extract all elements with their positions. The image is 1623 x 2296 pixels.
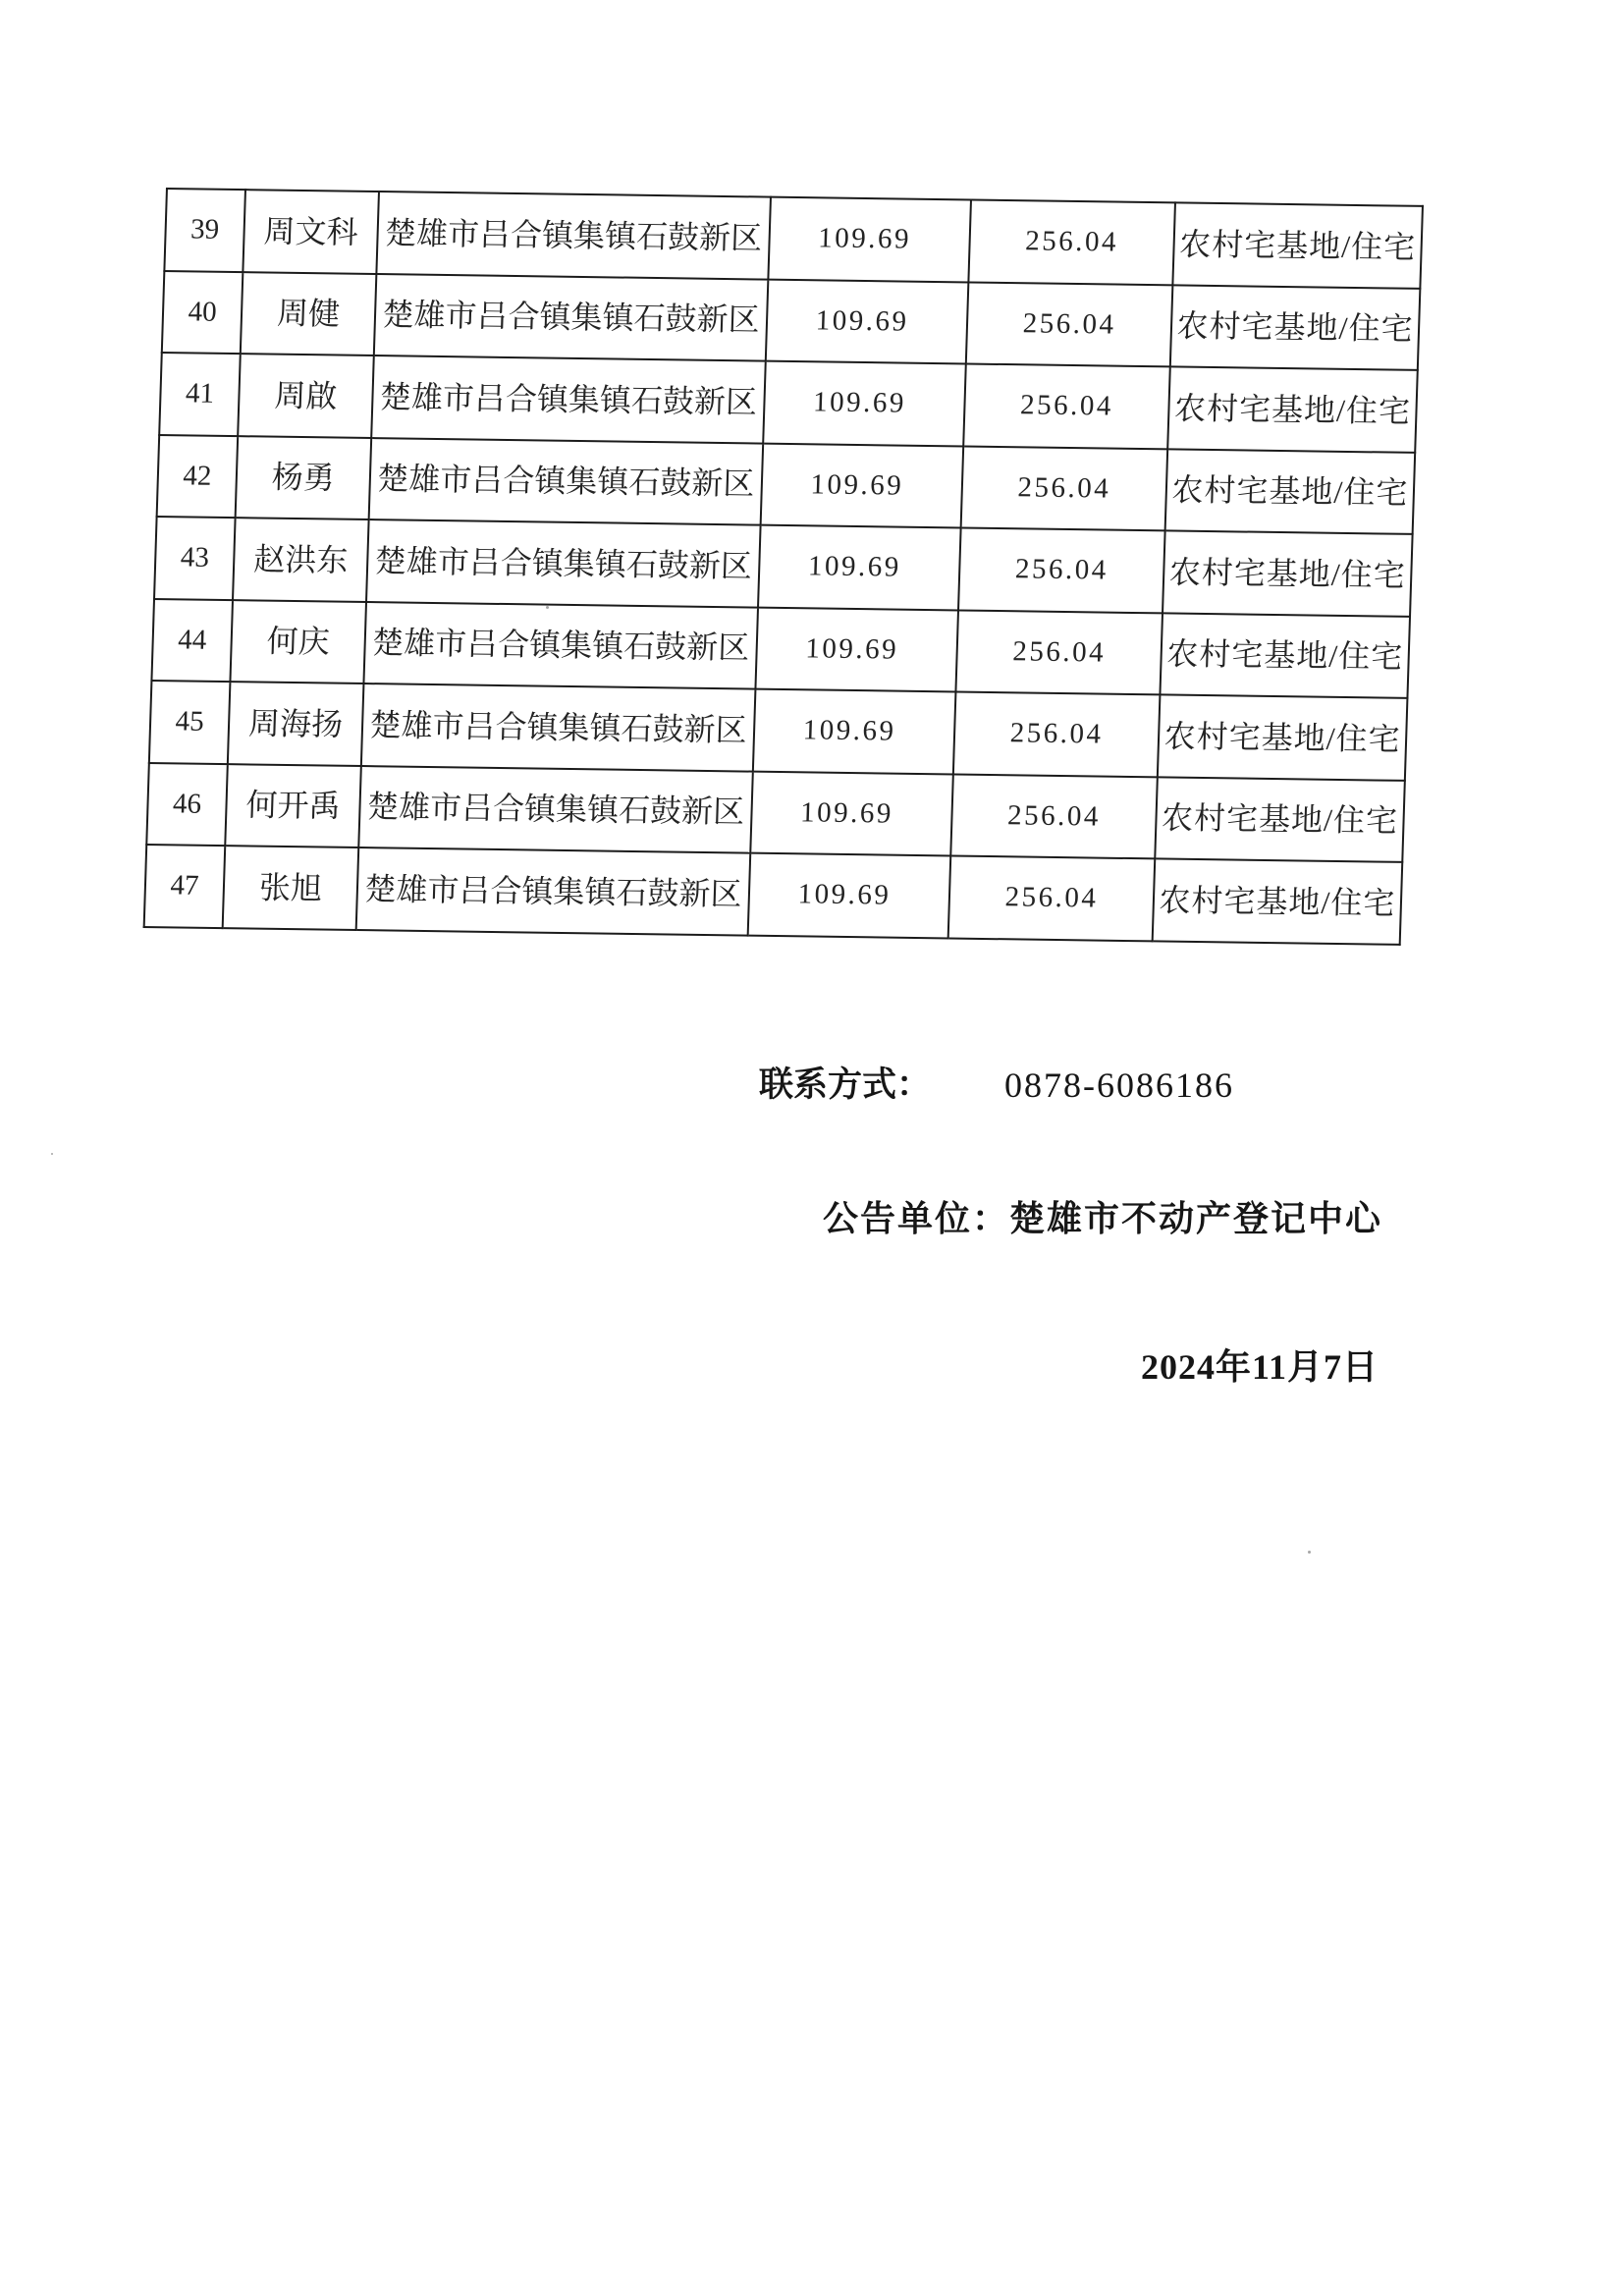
issuer-label: 公告单位：	[822, 1199, 1009, 1238]
owner-name-cell: 周文科	[243, 190, 379, 273]
location-cell: 楚雄市吕合镇集镇石鼓新区	[376, 191, 771, 279]
owner-name-cell: 何开禹	[225, 764, 361, 847]
land-use-cell: 农村宅基地/住宅	[1167, 366, 1418, 452]
location-cell: 楚雄市吕合镇集镇石鼓新区	[374, 274, 769, 361]
area-value-1-cell: 109.69	[763, 361, 966, 446]
land-use-cell: 农村宅基地/住宅	[1172, 202, 1423, 288]
area-value-1-cell: 109.69	[758, 525, 961, 610]
land-use-cell: 农村宅基地/住宅	[1153, 858, 1403, 944]
row-number-cell: 42	[157, 435, 239, 519]
row-number-cell: 43	[154, 517, 236, 600]
area-value-2-cell: 256.04	[961, 446, 1168, 530]
table-row	[144, 845, 1403, 944]
area-value-2-cell: 256.04	[955, 610, 1163, 694]
area-value-2-cell: 256.04	[950, 774, 1158, 858]
scan-speck	[51, 1153, 53, 1155]
location-cell: 楚雄市吕合镇集镇石鼓新区	[371, 355, 766, 443]
land-use-cell: 农村宅基地/住宅	[1158, 694, 1408, 780]
area-value-1-cell: 109.69	[761, 443, 964, 527]
owner-name-cell: 周啟	[238, 354, 374, 437]
land-use-cell: 农村宅基地/住宅	[1170, 285, 1421, 370]
row-number-cell: 44	[151, 599, 233, 683]
land-use-cell: 农村宅基地/住宅	[1155, 777, 1405, 862]
land-use-cell: 农村宅基地/住宅	[1163, 530, 1413, 616]
area-value-2-cell: 256.04	[953, 691, 1161, 776]
location-cell: 楚雄市吕合镇集镇石鼓新区	[361, 683, 756, 771]
location-cell: 楚雄市吕合镇集镇石鼓新区	[366, 519, 761, 607]
land-use-cell: 农村宅基地/住宅	[1160, 613, 1410, 698]
scan-speck	[546, 606, 549, 609]
land-use-cell: 农村宅基地/住宅	[1165, 449, 1416, 534]
owner-name-cell: 赵洪东	[233, 518, 369, 601]
row-number-cell: 40	[162, 271, 243, 355]
area-value-2-cell: 256.04	[963, 363, 1170, 448]
area-value-2-cell: 256.04	[968, 199, 1175, 284]
issuer-name: 楚雄市不动产登记中心	[1008, 1199, 1382, 1238]
area-value-1-cell: 109.69	[755, 607, 958, 691]
area-value-1-cell: 109.69	[750, 771, 953, 855]
row-number-cell: 41	[159, 353, 241, 436]
row-number-cell: 46	[146, 763, 228, 847]
registry-table	[143, 188, 1424, 945]
owner-name-cell: 周海扬	[228, 682, 364, 765]
issuer-line	[823, 1201, 1382, 1236]
location-cell: 楚雄市吕合镇集镇石鼓新区	[358, 766, 753, 853]
area-value-1-cell: 109.69	[766, 279, 969, 363]
scan-speck	[1308, 1551, 1311, 1554]
contact-label: 联系方式：	[759, 1066, 932, 1104]
area-value-1-cell: 109.69	[748, 853, 951, 938]
contact-phone: 0878-6086186	[1004, 1066, 1234, 1105]
area-value-1-cell: 109.69	[768, 197, 971, 282]
owner-name-cell: 何庆	[230, 600, 366, 683]
row-number-cell: 45	[149, 681, 231, 764]
area-value-1-cell: 109.69	[753, 689, 956, 774]
row-number-cell: 47	[144, 845, 226, 928]
area-value-2-cell: 256.04	[948, 855, 1156, 940]
area-value-2-cell: 256.04	[966, 282, 1173, 366]
location-cell: 楚雄市吕合镇集镇石鼓新区	[356, 847, 751, 935]
row-number-cell: 39	[164, 189, 245, 272]
owner-name-cell: 周健	[241, 272, 377, 355]
location-cell: 楚雄市吕合镇集镇石鼓新区	[363, 602, 758, 689]
issue-date: 2024年11月7日	[1140, 1347, 1379, 1387]
area-value-2-cell: 256.04	[958, 527, 1165, 612]
owner-name-cell: 杨勇	[236, 436, 372, 519]
owner-name-cell: 张旭	[223, 846, 359, 929]
location-cell: 楚雄市吕合镇集镇石鼓新区	[369, 438, 764, 525]
